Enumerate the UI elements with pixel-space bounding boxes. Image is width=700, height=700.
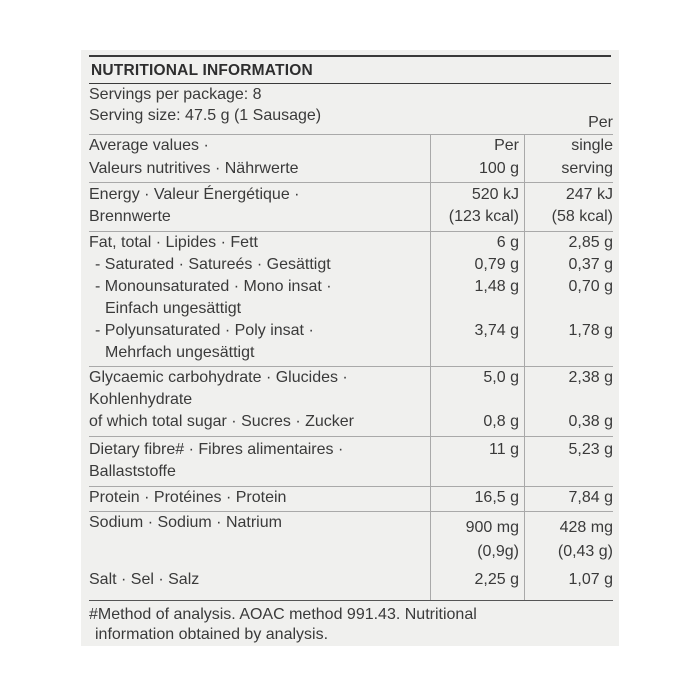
sodium-g-per-100g: (0,9g): [477, 543, 519, 560]
poly-label: - Polyunsaturated · Poly insat ·: [95, 322, 314, 339]
mono-label: - Monounsaturated · Mono insat ·: [95, 278, 332, 295]
carb-per-serving: 2,38 g: [568, 369, 613, 386]
carb-label-2: Kohlenhydrate: [89, 391, 193, 408]
divider: [89, 511, 613, 512]
salt-per-100g: 2,25 g: [474, 571, 519, 588]
header-col3-line2: single: [571, 137, 613, 154]
header-col3-line1: Per: [588, 114, 613, 131]
energy-label: Energy · Valeur Énergétique ·: [89, 186, 300, 203]
energy-label-2: Brennwerte: [89, 208, 171, 225]
fat-per-100g: 6 g: [496, 234, 519, 251]
header-col2-line1: Per: [494, 137, 519, 154]
mono-per-serving: 0,70 g: [568, 278, 613, 295]
sugar-label: of which total sugar · Sucres · Zucker: [89, 413, 354, 430]
panel-title: NUTRITIONAL INFORMATION: [91, 62, 313, 79]
divider: [89, 231, 613, 232]
title-bar: [89, 55, 611, 84]
fibre-per-serving: 5,23 g: [568, 441, 613, 458]
protein-per-100g: 16,5 g: [474, 489, 519, 506]
mono-per-100g: 1,48 g: [474, 278, 519, 295]
header-label-line2: Valeurs nutritives · Nährwerte: [89, 160, 299, 177]
sodium-g-per-serving: (0,43 g): [557, 543, 613, 560]
carb-label: Glycaemic carbohydrate · Glucides ·: [89, 369, 348, 386]
header-label-line1: Average values ·: [89, 137, 209, 154]
mono-label-2: Einfach ungesättigt: [105, 300, 242, 317]
column-divider-right: [524, 135, 525, 600]
divider: [89, 182, 613, 183]
energy-kcal-per-100g: (123 kcal): [448, 208, 519, 225]
divider: [89, 600, 613, 601]
protein-per-serving: 7,84 g: [568, 489, 613, 506]
poly-per-100g: 3,74 g: [474, 322, 519, 339]
fibre-label-2: Ballaststoffe: [89, 463, 176, 480]
header-col2-line2: 100 g: [478, 160, 519, 177]
carb-per-100g: 5,0 g: [483, 369, 519, 386]
divider: [89, 436, 613, 437]
column-divider-left: [430, 135, 431, 600]
protein-label: Protein · Protéines · Protein: [89, 489, 287, 506]
sodium-label: Sodium · Sodium · Natrium: [89, 514, 282, 531]
saturated-per-100g: 0,79 g: [474, 256, 519, 273]
servings-per-package: Servings per package: 8: [89, 86, 262, 103]
serving-size: Serving size: 47.5 g (1 Sausage): [89, 107, 322, 124]
saturated-label: - Saturated · Satureés · Gesättigt: [95, 256, 331, 273]
energy-per-serving: 247 kJ: [565, 186, 613, 203]
divider: [89, 486, 613, 487]
fat-per-serving: 2,85 g: [568, 234, 613, 251]
sugar-per-100g: 0,8 g: [483, 413, 519, 430]
poly-per-serving: 1,78 g: [568, 322, 613, 339]
footnote-line1: #Method of analysis. AOAC method 991.43. Nutritional: [89, 606, 477, 623]
footnote-line2: information obtained by analysis.: [95, 626, 329, 643]
divider: [89, 134, 613, 135]
salt-per-serving: 1,07 g: [568, 571, 613, 588]
fibre-label: Dietary fibre# · Fibres alimentaires ·: [89, 441, 344, 458]
sodium-per-100g: 900 mg: [465, 519, 519, 536]
nutrition-panel: [81, 50, 619, 646]
energy-per-100g: 520 kJ: [471, 186, 519, 203]
poly-label-2: Mehrfach ungesättigt: [105, 344, 255, 361]
saturated-per-serving: 0,37 g: [568, 256, 613, 273]
fat-label: Fat, total · Lipides · Fett: [89, 234, 258, 251]
sodium-per-serving: 428 mg: [559, 519, 613, 536]
energy-kcal-per-serving: (58 kcal): [551, 208, 613, 225]
divider: [89, 366, 613, 367]
sugar-per-serving: 0,38 g: [568, 413, 613, 430]
fibre-per-100g: 11 g: [489, 441, 519, 458]
header-col3-line3: serving: [561, 160, 613, 177]
salt-label: Salt · Sel · Salz: [89, 571, 200, 588]
